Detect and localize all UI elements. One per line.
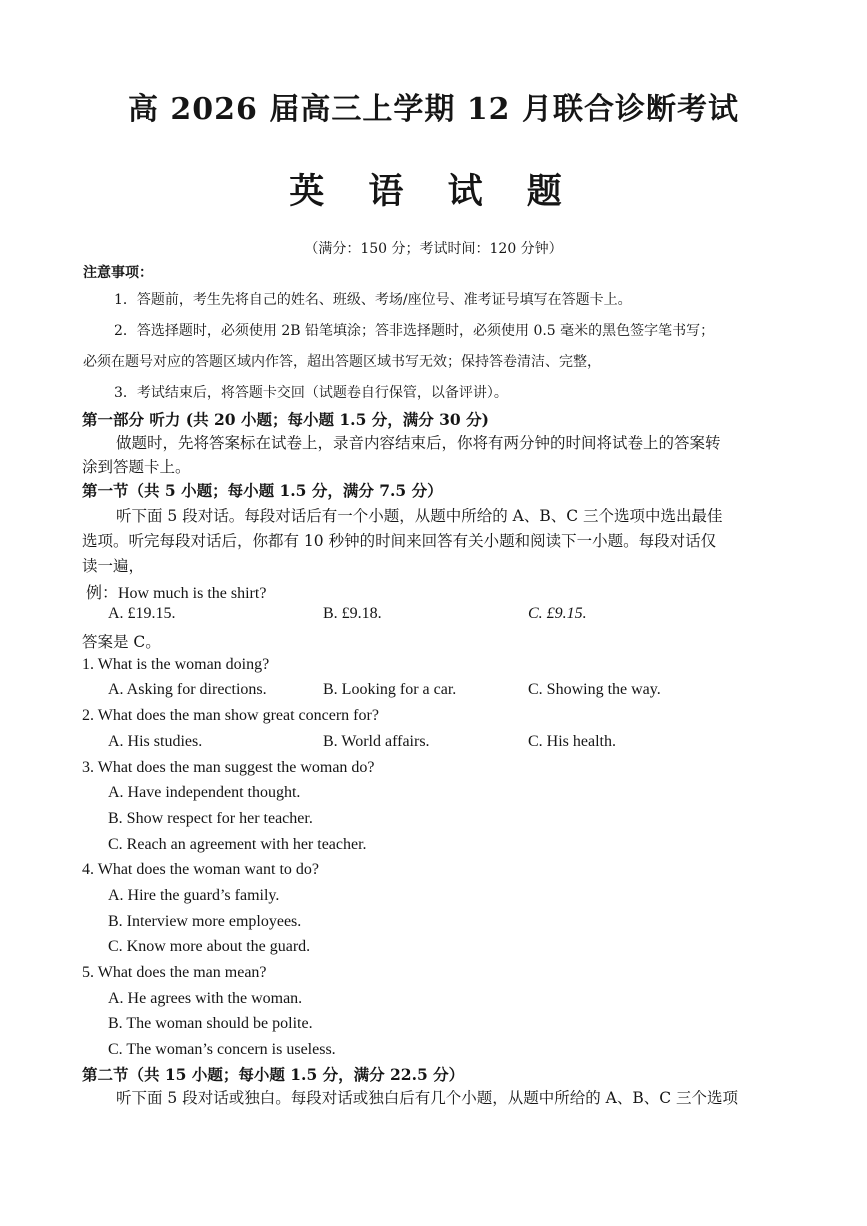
question-1-option-c: C. Showing the way. <box>528 681 661 698</box>
question-3-stem: 3. What does the man suggest the woman do? <box>82 759 375 776</box>
question-1-option-b: B. Looking for a car. <box>323 681 457 698</box>
part1-intro-line2: 涂到答题卡上。 <box>82 458 191 476</box>
question-2-option-b: B. World affairs. <box>323 733 430 750</box>
question-3-option-a: A. Have independent thought. <box>108 784 301 801</box>
question-3-option-c: C. Reach an agreement with her teacher. <box>108 836 367 853</box>
question-5-stem: 5. What does the man mean? <box>82 964 267 981</box>
example-answer: 答案是 C。 <box>82 633 161 651</box>
notice-item-2-cont: 必须在题号对应的答题区域内作答，超出答题区域书写无效；保持答卷清洁、完整， <box>83 354 601 370</box>
notice-item-2: 2．答选择题时，必须使用 2B 铅笔填涂；答非选择题时，必须使用 0.5 毫米的黑色签字笔书写； <box>114 323 715 339</box>
question-2-option-c: C. His health. <box>528 733 616 750</box>
example-option-b: B. £9.18. <box>323 605 382 622</box>
section2-intro-line1: 听下面 5 段对话或独白。每段对话或独白后有几个小题，从题中所给的 A、B、C 三个选项 <box>116 1089 739 1107</box>
notice-item-3: 3．考试结束后，将答题卡交回（试题卷自行保管，以备评讲）。 <box>114 385 508 401</box>
question-1-stem: 1. What is the woman doing? <box>82 656 270 673</box>
question-2-stem: 2. What does the man show great concern for? <box>82 707 379 724</box>
question-4-option-b: B. Interview more employees. <box>108 913 302 930</box>
question-4-stem: 4. What does the woman want to do? <box>82 861 319 878</box>
section1-intro-line1: 听下面 5 段对话。每段对话后有一个小题，从题中所给的 A、B、C 三个选项中选出最佳 <box>116 507 723 525</box>
section1-heading: 第一节（共 5 小题；每小题 1.5 分，满分 7.5 分） <box>82 481 443 500</box>
question-1-option-a: A. Asking for directions. <box>108 681 267 698</box>
question-2-option-a: A. His studies. <box>108 733 203 750</box>
score-time-note: （满分：150 分；考试时间：120 分钟） <box>304 241 563 257</box>
exam-title: 高 2026 届高三上学期 12 月联合诊断考试 <box>127 92 740 127</box>
example-option-a: A. £19.15. <box>108 605 176 622</box>
section1-intro-line2: 选项。听完每段对话后，你都有 10 秒钟的时间来回答有关小题和阅读下一小题。每段对话仅 <box>82 532 717 550</box>
example-question: 例：How much is the shirt? <box>86 585 267 602</box>
question-4-option-a: A. Hire the guard’s family. <box>108 887 280 904</box>
section2-heading: 第二节（共 15 小题；每小题 1.5 分，满分 22.5 分） <box>82 1065 465 1084</box>
subject-title: 英 语 试 题 <box>289 171 578 212</box>
part1-intro-line1: 做题时，先将答案标在试卷上，录音内容结束后，你将有两分钟的时间将试卷上的答案转 <box>116 434 721 452</box>
question-5-option-a: A. He agrees with the woman. <box>108 990 303 1007</box>
question-3-option-b: B. Show respect for her teacher. <box>108 810 313 827</box>
part1-heading: 第一部分 听力 (共 20 小题；每小题 1.5 分，满分 30 分) <box>82 410 489 429</box>
notice-item-1: 1．答题前，考生先将自己的姓名、班级、考场/座位号、准考证号填写在答题卡上。 <box>114 292 632 308</box>
question-5-option-c: C. The woman’s concern is useless. <box>108 1041 336 1058</box>
section1-intro-line3: 读一遍， <box>82 557 145 575</box>
notice-heading: 注意事项： <box>83 265 153 281</box>
question-5-option-b: B. The woman should be polite. <box>108 1015 313 1032</box>
example-option-c: C. £9.15. <box>528 605 587 622</box>
question-4-option-c: C. Know more about the guard. <box>108 938 311 955</box>
